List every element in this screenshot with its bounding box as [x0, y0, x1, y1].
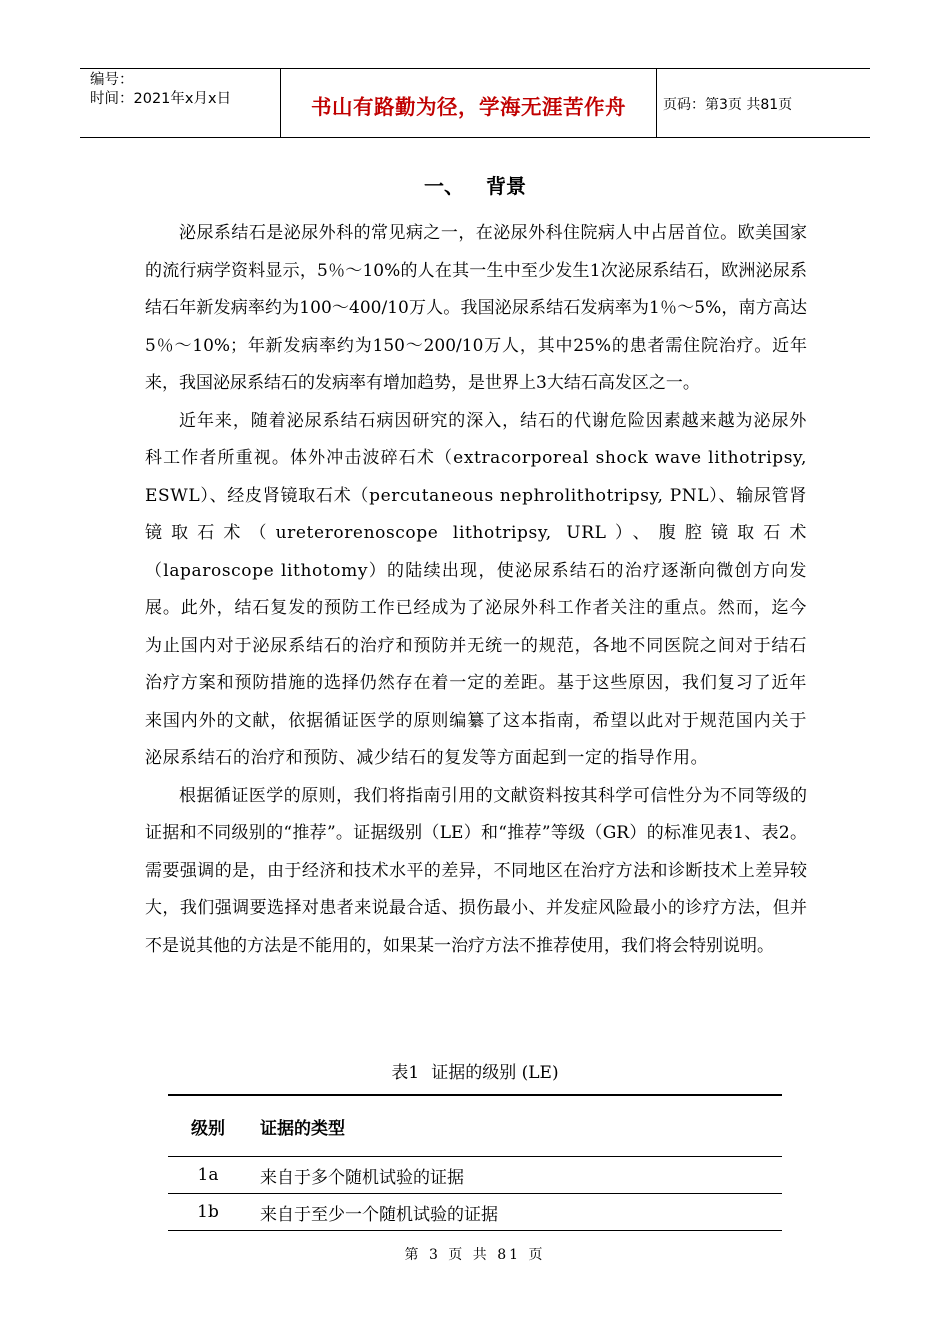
table-cell-level: 1b	[168, 1194, 248, 1231]
table-caption-label: 表1	[391, 1063, 420, 1083]
column-header-level: 级别	[168, 1095, 248, 1157]
section-heading	[0, 170, 950, 199]
header-meta-cell	[80, 69, 281, 137]
page-header	[80, 68, 870, 138]
paragraph-background-treatment: 近年来，随着泌尿系结石病因研究的深入，结石的代谢危险因素越来越为泌尿外科工作者所重视。体外冲击波碎石术（extracorporeal shock wave lithotripsy, ESWL）、经皮肾镜取石术（percutaneous nephrolithotripsy, PNL）、输尿管肾镜取石术（ureterorenoscope lithotripsy, URL）、腹腔镜取石术（laparoscope lithotomy）的陆续出现，使泌尿系结石的治疗逐渐向微创方向发展。此外，结石复发的预防工作已经成为了泌尿外科工作者关注的重点。然而，迄今为止国内对于泌尿系结石的治疗和预防并无统一的规范，各地不同医院之间对于结石治疗方案和预防措施的选择仍然存在着一定的差距。基于这些原因，我们复习了近年来国内外的文献，依据循证医学的原则编纂了这本指南，希望以此对于规范国内关于泌尿系结石的治疗和预防、减少结石的复发等方面起到一定的指导作用。	[145, 410, 807, 768]
evidence-level-table	[168, 1094, 782, 1231]
body-text	[145, 215, 807, 965]
page-footer: 第 3 页 共 81 页	[404, 1247, 546, 1263]
section-title: 背景	[486, 174, 526, 198]
header-page-info: 页码：第3页 共81页	[663, 97, 793, 113]
paragraph-background-epidemiology: 泌尿系结石是泌尿外科的常见病之一，在泌尿外科住院病人中占居首位。欧美国家的流行病学资料显示，5％～10%的人在其一生中至少发生1次泌尿系结石，欧洲泌尿系结石年新发病率约为100～400/10万人。我国泌尿系结石发病率为1％～5%，南方高达5％～10%；年新发病率约为150～200/10万人，其中25%的患者需住院治疗。近年来，我国泌尿系结石的发病率有增加趋势，是世界上3大结石高发区之一。	[145, 223, 807, 393]
table-caption	[0, 1058, 950, 1083]
document-date-label: 时间：2021年x月x日	[90, 91, 232, 107]
table-cell-evidence-type: 来自于至少一个随机试验的证据	[248, 1194, 782, 1231]
table-header-row	[168, 1095, 782, 1157]
table-cell-level: 1a	[168, 1157, 248, 1194]
table-cell-evidence-type: 来自于多个随机试验的证据	[248, 1157, 782, 1194]
column-header-evidence-type: 证据的类型	[248, 1095, 782, 1157]
paragraph-evidence-principles: 根据循证医学的原则，我们将指南引用的文献资料按其科学可信性分为不同等级的证据和不同级别的“推荐”。证据级别（LE）和“推荐”等级（GR）的标准见表1、表2。需要强调的是，由于经济和技术水平的差异，不同地区在治疗方法和诊断技术上差异较大，我们强调要选择对患者来说最合适、损伤最小、并发症风险最小的诊疗方法，但并不是说其他的方法是不能用的，如果某一治疗方法不推荐使用，我们将会特别说明。	[145, 785, 807, 956]
table-row	[168, 1194, 782, 1231]
table-row	[168, 1157, 782, 1194]
section-number: 一、	[424, 174, 464, 198]
table-caption-title: 证据的级别 (LE)	[431, 1063, 559, 1083]
header-motto: 书山有路勤为径，学海无涯苦作舟	[281, 69, 657, 137]
document-number-label: 编号：	[90, 72, 134, 88]
